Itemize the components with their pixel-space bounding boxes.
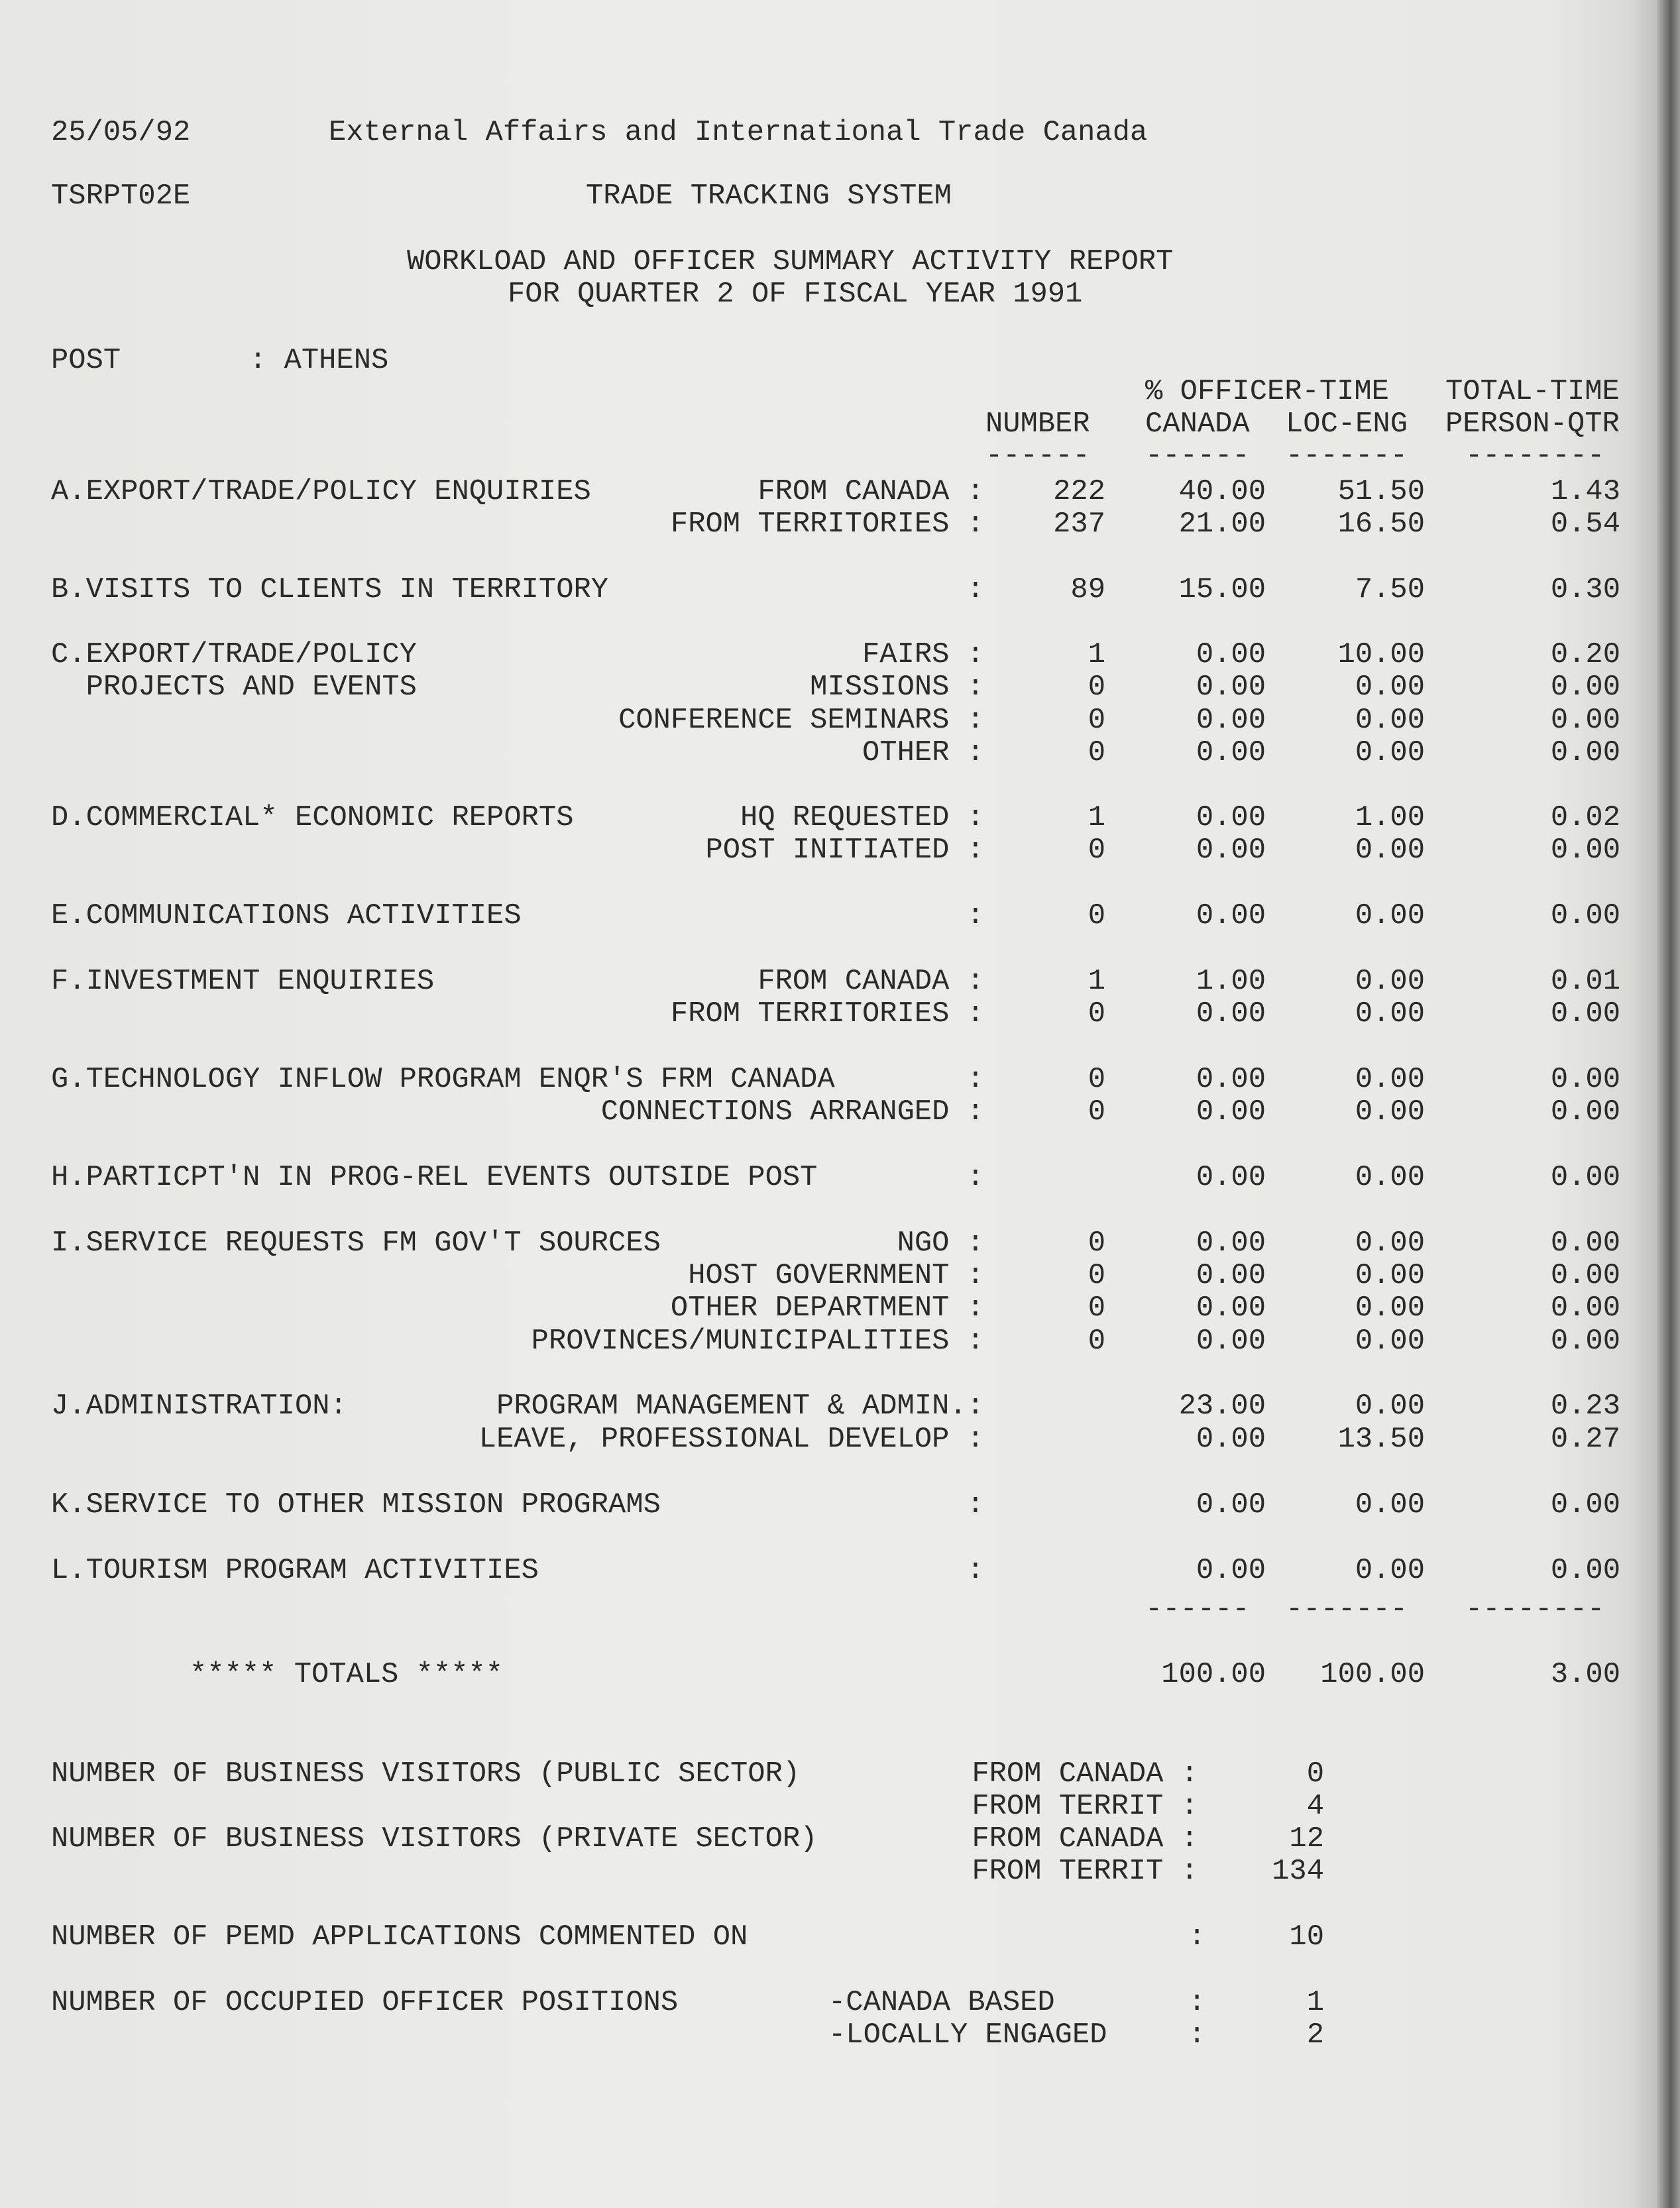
row-person-qtr: 0.02 <box>1550 802 1620 834</box>
row-loc-eng-pct: 0.00 <box>1355 1227 1425 1260</box>
row-sublabel: : <box>966 1489 984 1521</box>
row-canada-pct: 0.00 <box>1196 1227 1266 1260</box>
totals-rule-canada: ------ <box>1145 1594 1250 1626</box>
visitor-label: NUMBER OF BUSINESS VISITORS (PRIVATE SECTOR) <box>51 1823 818 1855</box>
row-sublabel: HQ REQUESTED : <box>740 802 984 834</box>
visitor-count: 12 <box>1289 1823 1324 1855</box>
row-person-qtr: 0.30 <box>1550 574 1620 606</box>
row-loc-eng-pct: 13.50 <box>1337 1423 1425 1456</box>
row-loc-eng-pct: 0.00 <box>1355 834 1425 867</box>
row-sublabel: FAIRS : <box>862 639 984 671</box>
post-label: POST <box>51 345 121 377</box>
row-person-qtr: 0.01 <box>1550 966 1620 998</box>
row-sublabel: MISSIONS : <box>810 671 984 704</box>
row-loc-eng-pct: 10.00 <box>1337 639 1425 671</box>
row-number: 0 <box>1088 1325 1105 1358</box>
row-canada-pct: 0.00 <box>1196 1555 1266 1587</box>
visitor-label: NUMBER OF BUSINESS VISITORS (PUBLIC SECTOR) <box>51 1758 801 1791</box>
row-person-qtr: 0.00 <box>1550 1064 1620 1096</box>
row-person-qtr: 0.00 <box>1550 900 1620 932</box>
row-person-qtr: 0.00 <box>1550 834 1620 867</box>
visitor-count: 0 <box>1306 1758 1324 1791</box>
report-title: WORKLOAD AND OFFICER SUMMARY ACTIVITY REPORT <box>407 246 1174 278</box>
report-code: TSRPT02E <box>51 180 191 213</box>
row-canada-pct: 0.00 <box>1196 1260 1266 1292</box>
row-person-qtr: 0.23 <box>1550 1390 1620 1423</box>
row-person-qtr: 0.00 <box>1550 1292 1620 1325</box>
row-number: 0 <box>1088 1227 1105 1260</box>
row-number: 0 <box>1088 1260 1105 1292</box>
row-person-qtr: 0.20 <box>1550 639 1620 671</box>
positions-type: -LOCALLY ENGAGED <box>828 2019 1107 2052</box>
row-number: 0 <box>1088 998 1105 1030</box>
pemd-colon: : <box>1188 1921 1206 1954</box>
row-canada-pct: 0.00 <box>1196 1489 1266 1521</box>
row-loc-eng-pct: 0.00 <box>1355 1390 1425 1423</box>
row-number: 1 <box>1088 802 1105 834</box>
row-canada-pct: 40.00 <box>1178 476 1266 508</box>
row-canada-pct: 0.00 <box>1196 1096 1266 1129</box>
row-loc-eng-pct: 0.00 <box>1355 1489 1425 1521</box>
row-loc-eng-pct: 0.00 <box>1355 966 1425 998</box>
row-canada-pct: 0.00 <box>1196 737 1266 769</box>
row-canada-pct: 0.00 <box>1196 834 1266 867</box>
row-sublabel: : <box>966 574 984 606</box>
totals-canada: 100.00 <box>1161 1659 1266 1691</box>
pemd-label: NUMBER OF PEMD APPLICATIONS COMMENTED ON <box>51 1921 748 1954</box>
row-sublabel: HOST GOVERNMENT : <box>688 1260 984 1292</box>
row-sublabel: PROVINCES/MUNICIPALITIES : <box>531 1325 984 1358</box>
row-sublabel: LEAVE, PROFESSIONAL DEVELOP : <box>478 1423 984 1456</box>
visitor-source: FROM CANADA : <box>972 1823 1198 1855</box>
row-canada-pct: 0.00 <box>1196 1292 1266 1325</box>
row-label: J.ADMINISTRATION: <box>51 1390 347 1423</box>
visitor-count: 4 <box>1306 1791 1324 1823</box>
row-person-qtr: 0.00 <box>1550 1227 1620 1260</box>
totals-person-qtr: 3.00 <box>1550 1659 1620 1691</box>
row-loc-eng-pct: 16.50 <box>1337 508 1425 541</box>
pemd-count: 10 <box>1289 1921 1324 1954</box>
row-number: 0 <box>1088 737 1105 769</box>
row-canada-pct: 0.00 <box>1196 1162 1266 1194</box>
row-label: K.SERVICE TO OTHER MISSION PROGRAMS <box>51 1489 661 1521</box>
row-canada-pct: 0.00 <box>1196 998 1266 1030</box>
row-label: A.EXPORT/TRADE/POLICY ENQUIRIES <box>51 476 591 508</box>
visitor-source: FROM TERRIT : <box>972 1855 1198 1888</box>
row-person-qtr: 0.54 <box>1550 508 1620 541</box>
row-label: H.PARTICPT'N IN PROG-REL EVENTS OUTSIDE POST <box>51 1162 818 1194</box>
row-number: 0 <box>1088 671 1105 704</box>
row-sublabel: : <box>966 1162 984 1194</box>
row-canada-pct: 0.00 <box>1196 671 1266 704</box>
row-person-qtr: 0.00 <box>1550 1096 1620 1129</box>
row-sublabel: PROGRAM MANAGEMENT & ADMIN.: <box>496 1390 984 1423</box>
row-loc-eng-pct: 0.00 <box>1355 704 1425 737</box>
row-canada-pct: 15.00 <box>1178 574 1266 606</box>
visitor-source: FROM TERRIT : <box>972 1791 1198 1823</box>
row-number: 0 <box>1088 834 1105 867</box>
row-canada-pct: 0.00 <box>1196 802 1266 834</box>
loc-eng-rule: ------- <box>1286 440 1408 472</box>
visitor-count: 134 <box>1272 1855 1324 1888</box>
row-sublabel: FROM CANADA : <box>757 966 984 998</box>
row-number: 222 <box>1053 476 1105 508</box>
row-number: 0 <box>1088 900 1105 932</box>
row-sublabel: : <box>966 1064 984 1096</box>
totals-rule-loc-eng: ------- <box>1286 1594 1408 1626</box>
row-sublabel: CONNECTIONS ARRANGED : <box>600 1096 984 1129</box>
report-date: 25/05/92 <box>51 117 191 149</box>
system-name: TRADE TRACKING SYSTEM <box>586 180 952 213</box>
row-person-qtr: 0.00 <box>1550 1162 1620 1194</box>
row-loc-eng-pct: 0.00 <box>1355 1096 1425 1129</box>
row-label: F.INVESTMENT ENQUIRIES <box>51 966 435 998</box>
visitor-source: FROM CANADA : <box>972 1758 1198 1791</box>
row-canada-pct: 0.00 <box>1196 1423 1266 1456</box>
row-label: B.VISITS TO CLIENTS IN TERRITORY <box>51 574 609 606</box>
row-number: 0 <box>1088 1096 1105 1129</box>
row-loc-eng-pct: 0.00 <box>1355 671 1425 704</box>
row-canada-pct: 21.00 <box>1178 508 1266 541</box>
row-sublabel: OTHER : <box>862 737 984 769</box>
row-canada-pct: 0.00 <box>1196 1325 1266 1358</box>
row-person-qtr: 0.00 <box>1550 998 1620 1030</box>
row-person-qtr: 0.00 <box>1550 704 1620 737</box>
row-canada-pct: 0.00 <box>1196 900 1266 932</box>
row-loc-eng-pct: 0.00 <box>1355 1162 1425 1194</box>
row-loc-eng-pct: 0.00 <box>1355 1292 1425 1325</box>
positions-colon: : <box>1188 2019 1206 2052</box>
row-label: E.COMMUNICATIONS ACTIVITIES <box>51 900 522 932</box>
row-person-qtr: 0.27 <box>1550 1423 1620 1456</box>
row-sublabel: FROM TERRITORIES : <box>670 998 984 1030</box>
row-loc-eng-pct: 51.50 <box>1337 476 1425 508</box>
row-canada-pct: 1.00 <box>1196 966 1266 998</box>
row-label: I.SERVICE REQUESTS FM GOV'T SOURCES <box>51 1227 661 1260</box>
row-person-qtr: 0.00 <box>1550 737 1620 769</box>
officer-time-header: % OFFICER-TIME <box>1145 376 1389 408</box>
positions-type: -CANADA BASED <box>828 1987 1055 2019</box>
row-label: L.TOURISM PROGRAM ACTIVITIES <box>51 1555 539 1587</box>
row-person-qtr: 0.00 <box>1550 1489 1620 1521</box>
row-person-qtr: 0.00 <box>1550 1325 1620 1358</box>
canada-rule: ------ <box>1145 440 1250 472</box>
row-loc-eng-pct: 0.00 <box>1355 1064 1425 1096</box>
row-loc-eng-pct: 0.00 <box>1355 1260 1425 1292</box>
row-sublabel: : <box>966 900 984 932</box>
row-loc-eng-pct: 1.00 <box>1355 802 1425 834</box>
row-label: G.TECHNOLOGY INFLOW PROGRAM ENQR'S FRM CANADA <box>51 1064 835 1096</box>
row-number: 0 <box>1088 1292 1105 1325</box>
totals-loc-eng: 100.00 <box>1320 1659 1425 1691</box>
totals-rule-person-qtr: -------- <box>1465 1594 1605 1626</box>
canada-header: CANADA <box>1145 408 1250 441</box>
row-label: C.EXPORT/TRADE/POLICY <box>51 639 417 671</box>
row-person-qtr: 0.00 <box>1550 671 1620 704</box>
row-number: 1 <box>1088 639 1105 671</box>
row-person-qtr: 1.43 <box>1550 476 1620 508</box>
row-sublabel: FROM CANADA : <box>757 476 984 508</box>
row-canada-pct: 23.00 <box>1178 1390 1266 1423</box>
totals-label: ***** TOTALS ***** <box>190 1659 504 1691</box>
number-rule: ------ <box>985 440 1090 472</box>
report-subtitle: FOR QUARTER 2 OF FISCAL YEAR 1991 <box>508 278 1083 311</box>
positions-label: NUMBER OF OCCUPIED OFFICER POSITIONS <box>51 1987 679 2019</box>
positions-colon: : <box>1188 1987 1206 2019</box>
row-sublabel: POST INITIATED : <box>705 834 984 867</box>
row-sublabel: : <box>966 1555 984 1587</box>
row-loc-eng-pct: 0.00 <box>1355 998 1425 1030</box>
positions-count: 2 <box>1306 2019 1324 2052</box>
row-loc-eng-pct: 0.00 <box>1355 737 1425 769</box>
total-time-header: TOTAL-TIME <box>1445 376 1620 408</box>
row-person-qtr: 0.00 <box>1550 1260 1620 1292</box>
post-value: : ATHENS <box>249 345 389 377</box>
row-number: 237 <box>1053 508 1105 541</box>
loc-eng-header: LOC-ENG <box>1286 408 1408 441</box>
row-sublabel: FROM TERRITORIES : <box>670 508 984 541</box>
number-header: NUMBER <box>985 408 1090 441</box>
row-number: 0 <box>1088 1064 1105 1096</box>
row-canada-pct: 0.00 <box>1196 1064 1266 1096</box>
row-number: 89 <box>1070 574 1105 606</box>
row-canada-pct: 0.00 <box>1196 704 1266 737</box>
row-sublabel: CONFERENCE SEMINARS : <box>618 704 984 737</box>
positions-count: 1 <box>1306 1987 1324 2019</box>
row-loc-eng-pct: 0.00 <box>1355 1325 1425 1358</box>
row-canada-pct: 0.00 <box>1196 639 1266 671</box>
department-name: External Affairs and International Trade Canada <box>329 117 1148 149</box>
person-qtr-rule: -------- <box>1465 440 1605 472</box>
row-sublabel: OTHER DEPARTMENT : <box>670 1292 984 1325</box>
row-person-qtr: 0.00 <box>1550 1555 1620 1587</box>
person-qtr-header: PERSON-QTR <box>1445 408 1620 441</box>
row-number: 0 <box>1088 704 1105 737</box>
row-loc-eng-pct: 0.00 <box>1355 900 1425 932</box>
row-label: PROJECTS AND EVENTS <box>51 671 417 704</box>
row-sublabel: NGO : <box>897 1227 984 1260</box>
row-loc-eng-pct: 7.50 <box>1355 574 1425 606</box>
page-edge-shadow <box>1657 0 1680 2208</box>
row-label: D.COMMERCIAL* ECONOMIC REPORTS <box>51 802 574 834</box>
row-number: 1 <box>1088 966 1105 998</box>
row-loc-eng-pct: 0.00 <box>1355 1555 1425 1587</box>
